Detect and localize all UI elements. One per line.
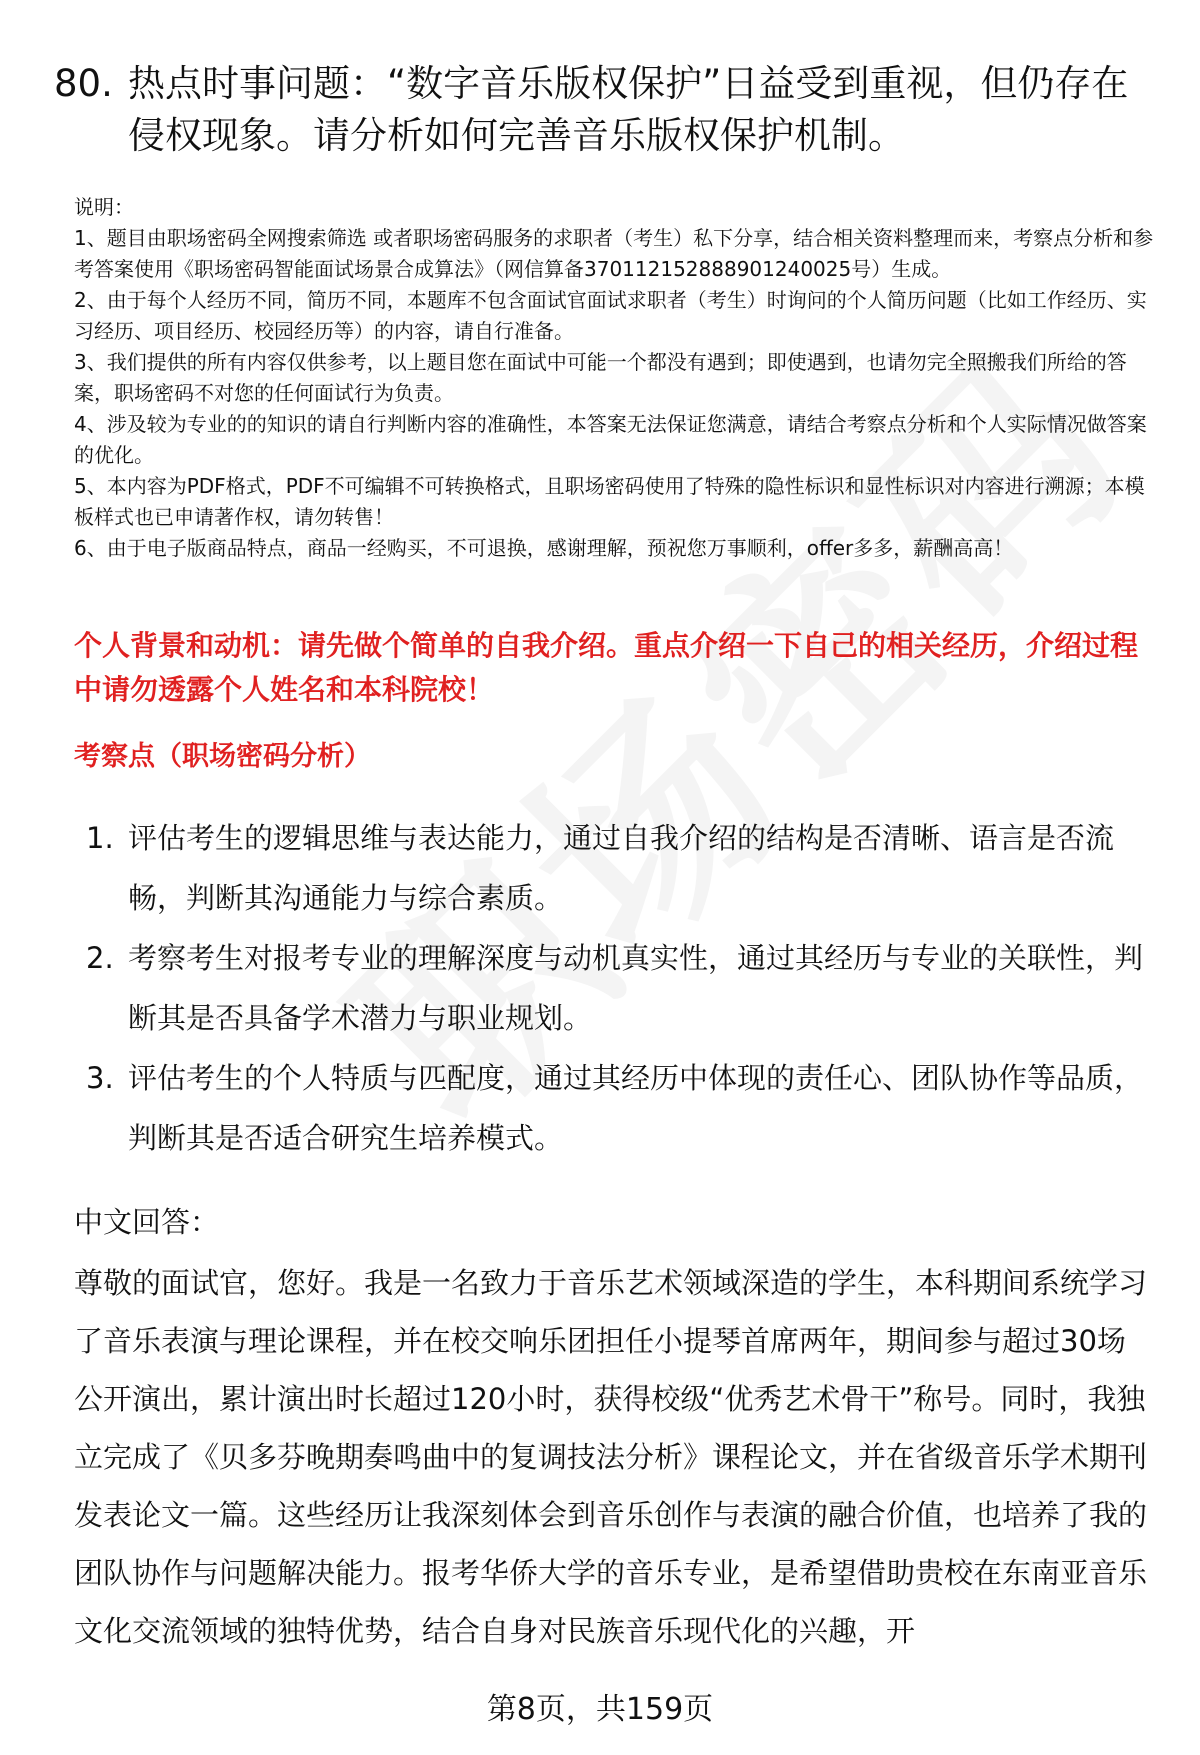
point-number: 2. (86, 941, 114, 975)
section-subtitle: 考察点（职场密码分析） (74, 741, 371, 772)
evaluation-points (74, 808, 1154, 1168)
question-heading (54, 58, 1154, 162)
note-item: 5、本内容为PDF格式，PDF不可编辑不可转换格式，且职场密码使用了特殊的隐性标识和显性标识对内容进行溯源；本模板样式也已申请著作权，请勿转售！ (74, 474, 1145, 529)
note-item: 1、题目由职场密码全网搜索筛选 或者职场密码服务的求职者（考生）私下分享，结合相关资料整理而来，考察点分析和参考答案使用《职场密码智能面试场景合成算法》（网信算备370112152888901240025号）生成。 (74, 226, 1154, 281)
point-number: 3. (86, 1061, 114, 1095)
section-title: 个人背景和动机：请先做个简单的自我介绍。重点介绍一下自己的相关经历，介绍过程中请勿透露个人姓名和本科院校！ (74, 629, 1139, 706)
answer-text: 尊敬的面试官，您好。我是一名致力于音乐艺术领域深造的学生，本科期间系统学习了音乐表演与理论课程，并在校交响乐团担任小提琴首席两年，期间参与超过30场公开演出，累计演出时长超过120小时，获得校级“优秀艺术骨干”称号。同时，我独立完成了《贝多芬晚期奏鸣曲中的复调技法分析》课程论文，并在省级音乐学术期刊发表论文一篇。这些经历让我深刻体会到音乐创作与表演的融合价值，也培养了我的团队协作与问题解决能力。报考华侨大学的音乐专业，是希望借助贵校在东南亚音乐文化交流领域的独特优势，结合自身对民族音乐现代化的兴趣，开 (74, 1266, 1148, 1648)
notes-heading: 说明： (74, 195, 134, 219)
point-text: 考察考生对报考专业的理解深度与动机真实性，通过其经历与专业的关联性，判断其是否具备学术潜力与职业规划。 (128, 941, 1144, 1035)
point-number: 1. (86, 821, 114, 855)
question-number: 80. (54, 62, 113, 105)
list-item (74, 808, 1154, 928)
note-item: 2、由于每个人经历不同，简历不同，本题库不包含面试官面试求职者（考生）时询问的个人简历问题（比如工作经历、实习经历、项目经历、校园经历等）的内容，请自行准备。 (74, 288, 1147, 343)
question-text: 热点时事问题：“数字音乐版权保护”日益受到重视，但仍存在侵权现象。请分析如何完善音乐版权保护机制。 (128, 62, 1129, 157)
point-text: 评估考生的逻辑思维与表达能力，通过自我介绍的结构是否清晰、语言是否流畅，判断其沟通能力与综合素质。 (128, 821, 1115, 915)
point-text: 评估考生的个人特质与匹配度，通过其经历中体现的责任心、团队协作等品质，判断其是否适合研究生培养模式。 (128, 1061, 1144, 1155)
page-footer: 第8页，共159页 (486, 1692, 714, 1727)
list-item (74, 928, 1154, 1048)
note-item: 4、涉及较为专业的的知识的请自行判断内容的准确性，本答案无法保证您满意，请结合考察点分析和个人实际情况做答案的优化。 (74, 412, 1147, 467)
answer-label: 中文回答： (74, 1205, 220, 1239)
notes-block (74, 192, 1154, 564)
note-item: 3、我们提供的所有内容仅供参考，以上题目您在面试中可能一个都没有遇到；即使遇到，也请勿完全照搬我们所给的答案，职场密码不对您的任何面试行为负责。 (74, 350, 1127, 405)
note-item: 6、由于电子版商品特点，商品一经购买，不可退换，感谢理解，预祝您万事顺利，offer多多，薪酬高高！ (74, 536, 1014, 560)
list-item (74, 1048, 1154, 1168)
